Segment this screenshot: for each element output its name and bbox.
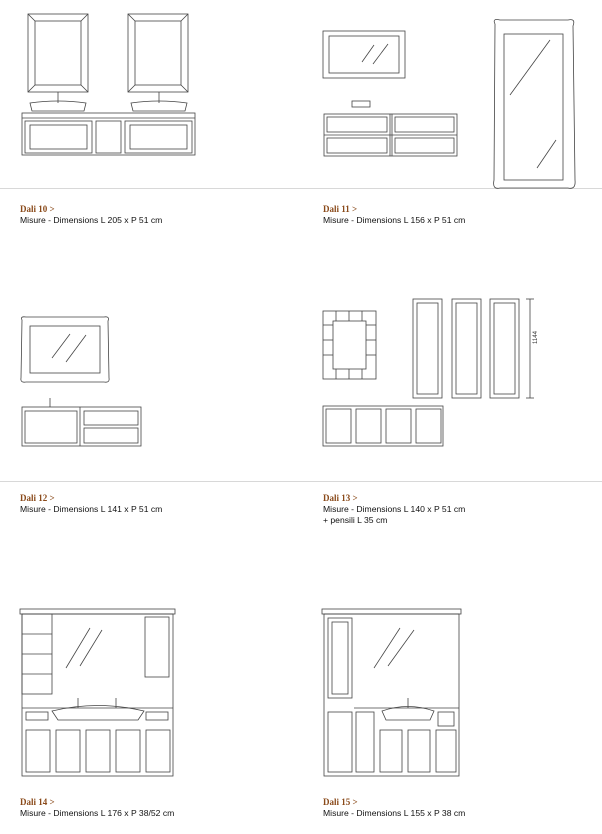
product-title[interactable]: Dali 14 > <box>20 797 55 807</box>
product-title[interactable]: Dali 15 > <box>323 797 358 807</box>
dali-15-drawing <box>322 609 461 776</box>
dali-12-drawing <box>21 317 141 446</box>
dali-14-drawing <box>20 609 175 776</box>
dimensions: Misure - Dimensions L 140 x P 51 cm <box>323 504 466 514</box>
dimensions: Misure - Dimensions L 205 x P 51 cm <box>20 215 163 225</box>
dali-11-drawing <box>323 20 575 189</box>
dali-13-drawing <box>323 299 534 446</box>
dali-10-drawing <box>22 14 195 155</box>
caption-dali-13 <box>323 493 465 526</box>
product-title[interactable]: Dali 13 > <box>323 493 358 503</box>
dimensions: Misure - Dimensions L 176 x P 38/52 cm <box>20 808 175 818</box>
product-title[interactable]: Dali 12 > <box>20 493 55 503</box>
dimensions: Misure - Dimensions L 156 x P 51 cm <box>323 215 466 225</box>
dimension-label: 1144 <box>533 331 539 344</box>
caption-dali-14 <box>20 797 174 819</box>
caption-dali-12 <box>20 493 162 515</box>
caption-dali-10 <box>20 204 162 226</box>
dimensions: Misure - Dimensions L 141 x P 51 cm <box>20 504 163 514</box>
product-title[interactable]: Dali 11 > <box>323 204 358 214</box>
caption-dali-15 <box>323 797 465 819</box>
caption-dali-11 <box>323 204 465 226</box>
product-title[interactable]: Dali 10 > <box>20 204 55 214</box>
dimensions: Misure - Dimensions L 155 x P 38 cm <box>323 808 466 818</box>
dimensions-extra: + pensili L 35 cm <box>323 515 388 525</box>
